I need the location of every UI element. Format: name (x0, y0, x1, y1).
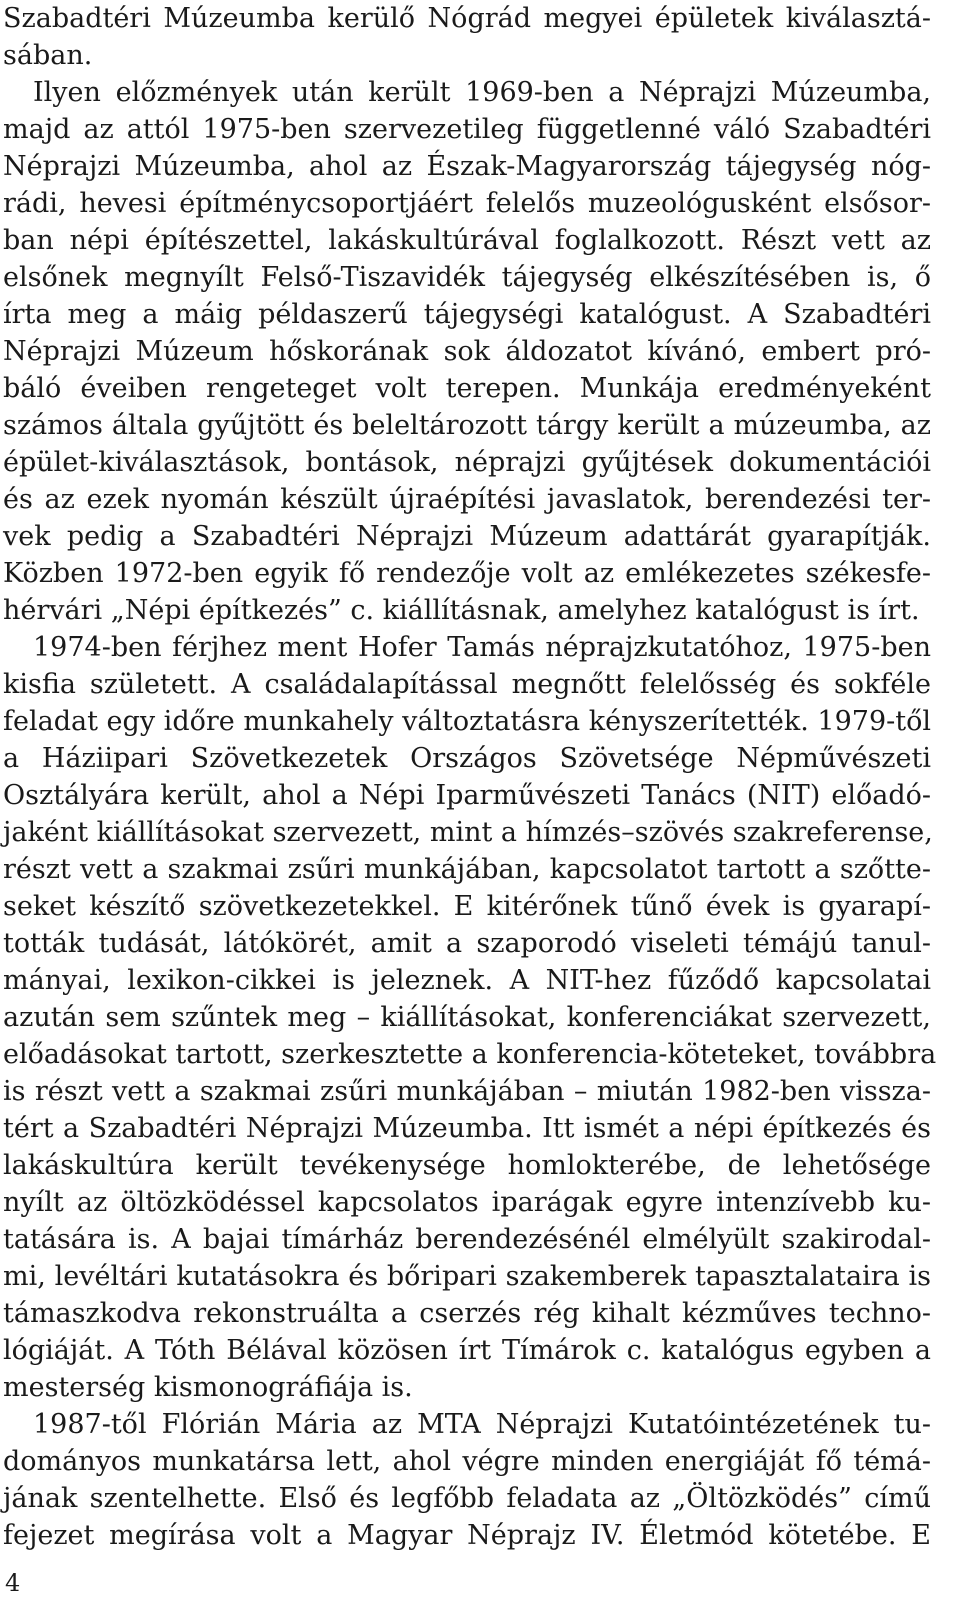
text-line: lógiáját. A Tóth Bélával közösen írt Tímárok c. katalógus egyben a (3, 1335, 931, 1366)
text-line: 1974-ben férjhez ment Hofer Tamás néprajzkutatóhoz, 1975-ben (33, 632, 931, 663)
text-line: nyílt az öltözködéssel kapcsolatos iparágak egyre intenzívebb ku- (3, 1187, 931, 1218)
paragraph (3, 629, 937, 1406)
text-line: Ilyen előzmények után került 1969-ben a Néprajzi Múzeumba, (33, 77, 931, 108)
text-line: Néprajzi Múzeum hőskorának sok áldozatot kívánó, embert pró- (3, 336, 931, 367)
paragraph (3, 1406, 931, 1554)
text-line: jának szentelhette. Első és legfőbb feladata az „Öltözködés” című (3, 1483, 931, 1514)
text-line: rádi, hevesi építménycsoportjáért felelős muzeológusként elsősor- (3, 188, 931, 219)
text-line: ban népi építészettel, lakáskultúrával foglalkozott. Részt vett az (3, 225, 931, 256)
text-line: is részt vett a szakmai zsűri munkájában – miután 1982-ben vissza- (3, 1076, 931, 1107)
text-line: jaként kiállításokat szervezett, mint a hímzés–szövés szakreferense, (3, 817, 933, 848)
page-number: 4 (5, 1569, 21, 1597)
document-body (3, 0, 937, 1554)
text-line: kisfia született. A családalapítással megnőtt felelősség és sokféle (3, 669, 931, 700)
text-line: írta meg a máig példaszerű tájegységi katalógust. A Szabadtéri (3, 299, 931, 330)
text-line: majd az attól 1975-ben szervezetileg függetlenné váló Szabadtéri (3, 114, 931, 145)
text-line: mányai, lexikon-cikkei is jeleznek. A NIT-hez fűződő kapcsolatai (3, 965, 931, 996)
text-line: vek pedig a Szabadtéri Néprajzi Múzeum adattárát gyarapítják. (3, 521, 931, 552)
text-line: a Háziipari Szövetkezetek Országos Szövetsége Népművészeti (3, 743, 931, 774)
text-line: Szabadtéri Múzeumba kerülő Nógrád megyei épületek kiválasztá- (3, 3, 931, 34)
text-line: báló éveiben rengeteget volt terepen. Munkája eredményeként (3, 373, 931, 404)
paragraph (3, 74, 931, 629)
text-line: feladat egy időre munkahely változtatásra kényszerítették. 1979-től (3, 706, 931, 737)
text-line: hérvári „Népi építkezés” c. kiállításnak, amelyhez katalógust is írt. (3, 595, 920, 626)
text-line: tatására is. A bajai tímárház berendezésénél elmélyült szakirodal- (3, 1224, 931, 1255)
text-line: támaszkodva rekonstruálta a cserzés rég kihalt kézműves techno- (3, 1298, 931, 1329)
paragraph (3, 0, 931, 74)
text-line: előadásokat tartott, szerkesztette a konferencia-köteteket, továbbra (3, 1039, 937, 1070)
text-line: sában. (3, 40, 93, 71)
text-line: Néprajzi Múzeumba, ahol az Észak-Magyarország tájegység nóg- (3, 151, 931, 182)
text-line: mi, levéltári kutatásokra és bőripari szakemberek tapasztalataira is (3, 1261, 931, 1292)
text-line: fejezet megírása volt a Magyar Néprajz IV. Életmód kötetébe. E (3, 1520, 931, 1551)
text-line: seket készítő szövetkezetekkel. E kitérőnek tűnő évek is gyarapí- (3, 891, 931, 922)
text-line: dományos munkatársa lett, ahol végre minden energiáját fő témá- (3, 1446, 931, 1477)
text-line: tották tudását, látókörét, amit a szaporodó viseleti témájú tanul- (3, 928, 931, 959)
text-line: Osztályára került, ahol a Népi Iparművészeti Tanács (NIT) előadó- (3, 780, 931, 811)
text-line: lakáskultúra került tevékenysége homlokterébe, de lehetősége (3, 1150, 931, 1181)
text-line: mesterség kismonográfiája is. (3, 1372, 413, 1403)
text-line: részt vett a szakmai zsűri munkájában, kapcsolatot tartott a szőtte- (3, 854, 931, 885)
text-line: és az ezek nyomán készült újraépítési javaslatok, berendezési ter- (3, 484, 931, 515)
text-line: épület-kiválasztások, bontások, néprajzi gyűjtések dokumentációi (3, 447, 931, 478)
text-line: 1987-től Flórián Mária az MTA Néprajzi Kutatóintézetének tu- (33, 1409, 931, 1440)
text-line: számos általa gyűjtött és beleltározott tárgy került a múzeumba, az (3, 410, 931, 441)
text-line: tért a Szabadtéri Néprajzi Múzeumba. Itt ismét a népi építkezés és (3, 1113, 931, 1144)
text-line: Közben 1972-ben egyik fő rendezője volt az emlékezetes székesfe- (3, 558, 931, 589)
text-line: elsőnek megnyílt Felső-Tiszavidék tájegység elkészítésében is, ő (3, 262, 931, 293)
text-line: azután sem szűntek meg – kiállításokat, konferenciákat szervezett, (3, 1002, 931, 1033)
